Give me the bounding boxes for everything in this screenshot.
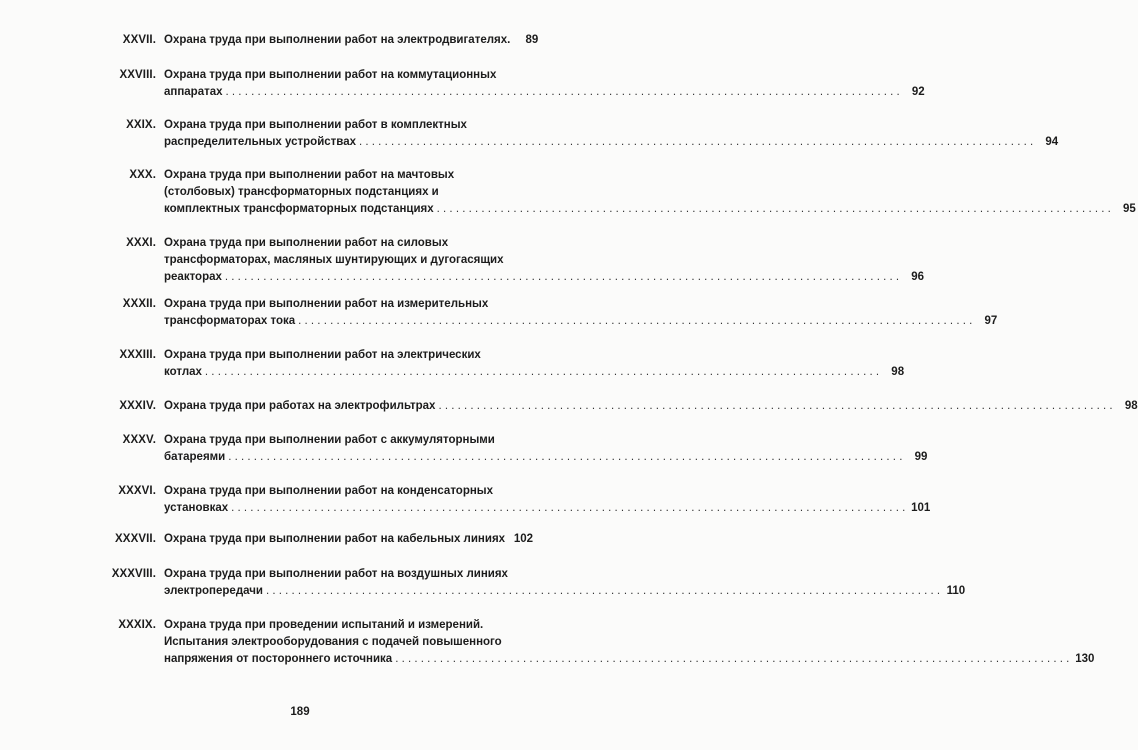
toc-entry-title-line: Охрана труда при выполнении работ в комплектных xyxy=(164,119,467,131)
toc-entry-title xyxy=(164,32,539,49)
dot-leader xyxy=(228,449,902,466)
toc-entry-page: 98 xyxy=(1124,400,1138,412)
toc-entry-page: 101 xyxy=(911,502,931,514)
toc-entry-numeral: XXXV. xyxy=(122,434,156,446)
dot-leader xyxy=(437,201,1111,218)
toc-entry-title-line: Охрана труда при выполнении работ на электрических xyxy=(164,349,481,361)
toc-entry-title-line: распределительных устройствах xyxy=(164,136,357,148)
toc-entry-numeral: XXXVII. xyxy=(115,533,156,545)
toc-entry-title-line: батареями xyxy=(164,451,226,463)
dot-leader xyxy=(298,313,972,330)
toc-entry-title-line: трансформаторах тока xyxy=(164,315,296,327)
dot-leader xyxy=(438,398,1112,415)
toc-entry-title-line: Охрана труда при проведении испытаний и измерений. xyxy=(164,619,484,631)
toc-entry-title xyxy=(164,483,931,517)
toc-entry-title-line: Охрана труда при выполнении работ на кабельных линиях xyxy=(164,533,506,545)
toc-entry-numeral: XXVIII. xyxy=(119,69,156,81)
toc-entry-page: 94 xyxy=(1045,136,1059,148)
toc-entry-numeral: XXXII. xyxy=(122,298,156,310)
dot-leader xyxy=(231,500,905,517)
toc-entry-page: 97 xyxy=(984,315,998,327)
toc-entry-title-line: Охрана труда при работах на электрофильтрах xyxy=(164,400,436,412)
toc-entry-title-line: трансформаторах, масляных шунтирующих и дугогасящих xyxy=(164,254,504,266)
page-number: 189 xyxy=(290,706,310,718)
toc-entry-title xyxy=(164,296,998,330)
toc-entry-title-line: реакторах xyxy=(164,271,222,283)
toc-entry-title-line: Охрана труда при выполнении работ на коммутационных xyxy=(164,69,497,81)
toc-entry-title-line: Охрана труда при выполнении работ на воздушных линиях xyxy=(164,568,508,580)
toc-entry-page: 92 xyxy=(911,86,925,98)
toc-entry-title-line: аппаратах xyxy=(164,86,223,98)
dot-leader xyxy=(359,134,1033,151)
toc-entry-title-line: электропередачи xyxy=(164,585,263,597)
toc-entry-title-line: Охрана труда при выполнении работ на конденсаторных xyxy=(164,485,494,497)
toc-entry-numeral: XXXI. xyxy=(126,237,156,249)
toc-entry-title xyxy=(164,566,966,600)
toc-entry-title xyxy=(164,117,1059,151)
toc-entry-title-line: котлах xyxy=(164,366,202,378)
toc-entry-title-line: установках xyxy=(164,502,229,514)
toc-entry-page: 98 xyxy=(891,366,905,378)
toc-entry-title xyxy=(164,432,928,466)
dot-leader xyxy=(226,84,900,101)
toc-entry-title xyxy=(164,398,1138,415)
dot-leader xyxy=(395,651,1069,668)
toc-entry-title xyxy=(164,347,905,381)
toc-entry-page: 99 xyxy=(914,451,928,463)
toc-entry-title xyxy=(164,617,1095,668)
toc-entry-numeral: XXXIII. xyxy=(119,349,156,361)
toc-entry-page: 110 xyxy=(946,585,966,597)
dot-leader xyxy=(205,364,879,381)
toc-entry-page: 102 xyxy=(513,533,534,545)
toc-entry-title-line: Испытания электрооборудования с подачей повышенного xyxy=(164,636,502,648)
toc-entry-title-line: Охрана труда при выполнении работ на силовых xyxy=(164,237,449,249)
toc-entry-title xyxy=(164,167,1136,218)
toc-entry-title-line: Охрана труда при выполнении работ с аккумуляторными xyxy=(164,434,495,446)
toc-entry-page: 95 xyxy=(1123,203,1136,215)
toc-entry-title-line: Охрана труда при выполнении работ на электродвигателях. xyxy=(164,34,511,46)
toc-entry-page: 96 xyxy=(911,271,925,283)
toc-entry-numeral: XXX. xyxy=(129,169,156,181)
toc-entry-numeral: XXXVI. xyxy=(118,485,156,497)
dot-leader xyxy=(225,269,899,286)
toc-entry-numeral: XXVII. xyxy=(122,34,156,46)
toc-entry-page: 130 xyxy=(1075,653,1095,665)
toc-entry-title xyxy=(164,67,925,101)
toc-entry-numeral: XXXIV. xyxy=(119,400,156,412)
toc-entry-numeral: XXXIX. xyxy=(118,619,156,631)
dot-leader xyxy=(266,583,940,600)
toc-entry-title-line: комплектных трансформаторных подстанциях xyxy=(164,203,434,215)
toc-entry-title-line: (столбовых) трансформаторных подстанциях и xyxy=(164,186,439,198)
toc-entry-title xyxy=(164,235,925,286)
toc-entry-title-line: Охрана труда при выполнении работ на измерительных xyxy=(164,298,489,310)
toc-entry-numeral: XXIX. xyxy=(126,119,156,131)
toc-entry-numeral: XXXVIII. xyxy=(111,568,156,580)
toc-entry-title xyxy=(164,531,534,548)
toc-entry-title-line: напряжения от постороннего источника xyxy=(164,653,393,665)
toc-entry-title-line: Охрана труда при выполнении работ на мачтовых xyxy=(164,169,455,181)
toc-entry-page: 89 xyxy=(525,34,539,46)
